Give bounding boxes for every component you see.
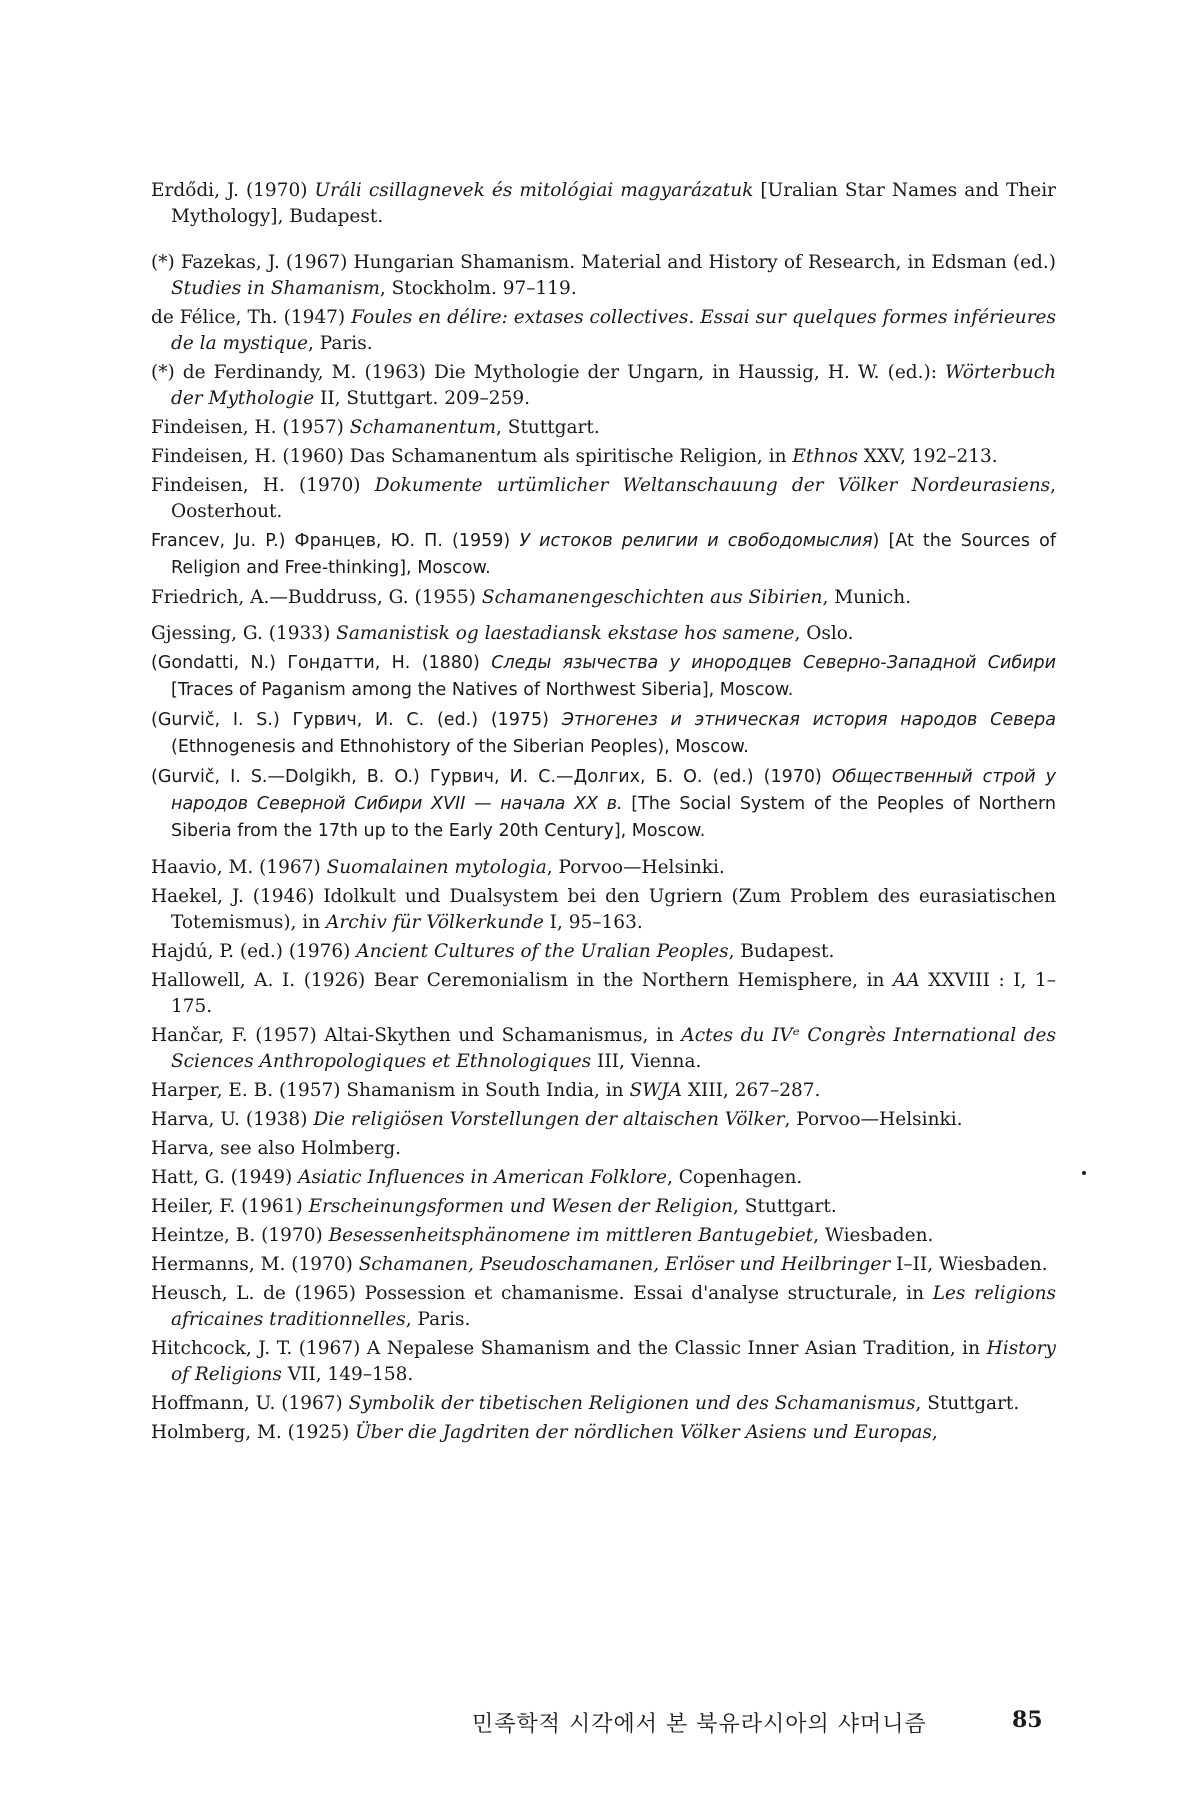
reference-entry: (*) de Ferdinandy, M. (1963) Die Mythologie der Ungarn, in Haussig, H. W. (ed.): Wörterbuch der Mythologie II, Stuttgart. 209–259. xyxy=(151,362,1056,409)
reference-entry: Hallowell, A. I. (1926) Bear Ceremonialism in the Northern Hemisphere, in AA XXVIII : I, 1–175. xyxy=(151,970,1056,1017)
reference-entry: Holmberg, M. (1925) Über die Jagdriten der nördlichen Völker Asiens und Europas, xyxy=(151,1422,938,1443)
margin-mark xyxy=(1082,1171,1086,1175)
reference-entry: (Gondatti, N.) Гондатти, Н. (1880) Следы язычества у инородцев Северно-Западной Сибири [Traces of Paganism among the Natives of Northwest Siberia], Moscow. xyxy=(151,653,1056,700)
reference-entry: Hoffmann, U. (1967) Symbolik der tibetischen Religionen und des Schamanismus, Stuttgart. xyxy=(151,1393,1020,1414)
page-number: 85 xyxy=(1012,1707,1043,1733)
reference-entry: Findeisen, H. (1970) Dokumente urtümlicher Weltanschauung der Völker Nordeurasiens, Oosterhout. xyxy=(151,475,1056,522)
reference-entry: Heusch, L. de (1965) Possession et chamanisme. Essai d'analyse structurale, in Les religions africaines traditionnelles, Paris. xyxy=(151,1283,1056,1330)
reference-entry: Hermanns, M. (1970) Schamanen, Pseudoschamanen, Erlöser und Heilbringer I–II, Wiesbaden. xyxy=(151,1254,1048,1275)
reference-entry: Hančar, F. (1957) Altai-Skythen und Schamanismus, in Actes du IVᵉ Congrès International des Sciences Anthropologiques et Ethnologiques III, Vienna. xyxy=(151,1025,1057,1072)
reference-entry: Gjessing, G. (1933) Samanistisk og laestadiansk ekstase hos samene, Oslo. xyxy=(151,623,854,644)
reference-entry: Harva, U. (1938) Die religiösen Vorstellungen der altaischen Völker, Porvoo—Helsinki. xyxy=(151,1109,963,1130)
running-title: 민족학적 시각에서 본 북유라시아의 샤머니즘 xyxy=(472,1712,927,1737)
reference-entry: Harva, see also Holmberg. xyxy=(151,1138,402,1159)
reference-entry: Friedrich, A.—Buddruss, G. (1955) Schamanengeschichten aus Sibirien, Munich. xyxy=(151,587,912,608)
reference-entry: Haavio, M. (1967) Suomalainen mytologia, Porvoo—Helsinki. xyxy=(151,857,725,878)
bibliography-list xyxy=(151,178,1056,1449)
reference-entry: Hatt, G. (1949) Asiatic Influences in American Folklore, Copenhagen. xyxy=(151,1167,803,1188)
reference-entry: Heiler, F. (1961) Erscheinungsformen und Wesen der Religion, Stuttgart. xyxy=(151,1196,837,1217)
reference-entry: Hajdú, P. (ed.) (1976) Ancient Cultures of the Uralian Peoples, Budapest. xyxy=(151,941,835,962)
reference-entry: (Gurvič, I. S.—Dolgikh, B. O.) Гурвич, И. С.—Долгих, Б. О. (ed.) (1970) Общественный строй у народов Северной Сибири XVII — начала XX в. [The Social System of the Peoples of Northern Siberia from the 17th up to the Early 20th Century], Moscow. xyxy=(151,767,1057,841)
reference-entry: Findeisen, H. (1957) Schamanentum, Stuttgart. xyxy=(151,417,600,438)
reference-entry: (*) Fazekas, J. (1967) Hungarian Shamanism. Material and History of Research, in Edsman (ed.) Studies in Shamanism, Stockholm. 97–119. xyxy=(151,252,1056,299)
reference-entry: Findeisen, H. (1960) Das Schamanentum als spiritische Religion, in Ethnos XXV, 192–213. xyxy=(151,446,998,467)
page-footer xyxy=(0,1707,1200,1747)
reference-entry: Francev, Ju. P.) Францев, Ю. П. (1959) У истоков религии и свободомыслия) [At the Sources of Religion and Free-thinking], Moscow. xyxy=(151,531,1057,578)
reference-entry: Harper, E. B. (1957) Shamanism in South India, in SWJA XIII, 267–287. xyxy=(151,1080,821,1101)
reference-entry: (Gurvič, I. S.) Гурвич, И. С. (ed.) (1975) Этногенез и этническая история народов Севера (Ethnogenesis and Ethnohistory of the Siberian Peoples), Moscow. xyxy=(151,710,1056,757)
reference-entry: Heintze, B. (1970) Besessenheitsphänomene im mittleren Bantugebiet, Wiesbaden. xyxy=(151,1225,934,1246)
reference-entry: Haekel, J. (1946) Idolkult und Dualsystem bei den Ugriern (Zum Problem des eurasiatischen Totemismus), in Archiv für Völkerkunde I, 95–163. xyxy=(151,886,1056,933)
reference-entry: Erdődi, J. (1970) Uráli csillagnevek és mitológiai magyarázatuk [Uralian Star Names and Their Mythology], Budapest. xyxy=(151,180,1056,227)
reference-entry: de Félice, Th. (1947) Foules en délire: extases collectives. Essai sur quelques formes inférieures de la mystique, Paris. xyxy=(151,307,1056,354)
reference-entry: Hitchcock, J. T. (1967) A Nepalese Shamanism and the Classic Inner Asian Tradition, in History of Religions VII, 149–158. xyxy=(151,1338,1056,1385)
